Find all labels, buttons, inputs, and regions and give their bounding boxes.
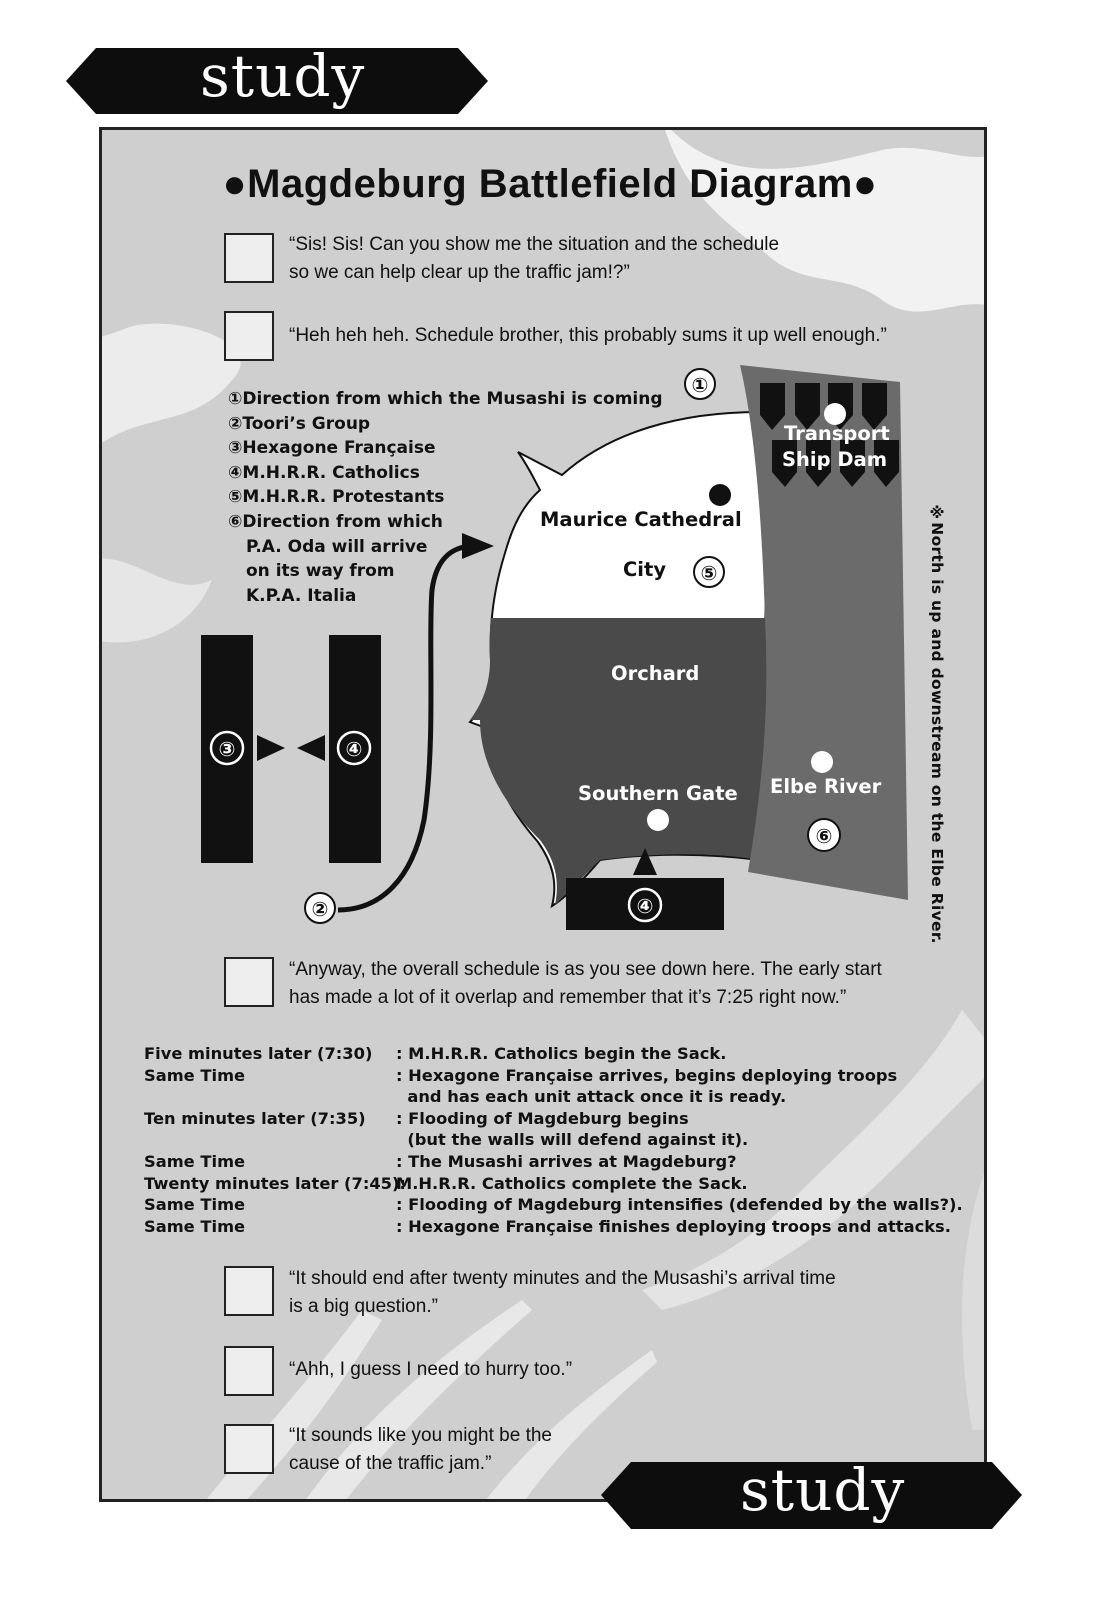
legend-item: ④M.H.R.R. Catholics	[228, 462, 420, 483]
footer-tab-label: study	[740, 1456, 906, 1524]
arrow-left-icon	[297, 735, 325, 761]
page-title: ●Magdeburg Battlefield Diagram●	[222, 162, 878, 206]
dialogue-line-2: “Heh heh heh. Schedule brother, this probably sums it up well enough.”	[289, 325, 887, 346]
marker-3: ③	[218, 737, 236, 761]
marker-4-bottom: ④	[636, 894, 654, 918]
cathedral-point	[709, 484, 731, 506]
marker-1: ①	[691, 373, 709, 397]
dialogue-line-4: “It should end after twenty minutes and the Musashi’s arrival time is a big question.”	[289, 1268, 836, 1317]
schedule-row: Five minutes later (7:30) : M.H.R.R. Catholics begin the Sack.	[144, 1044, 727, 1063]
schedule-row: Ten minutes later (7:35) : Flooding of Magdeburg begins (but the walls will defend against it).	[144, 1108, 749, 1150]
north-note: ※North is up and downstream on the Elbe River.	[928, 504, 946, 944]
schedule-row: Twenty minutes later (7:45): M.H.R.R. Catholics complete the Sack.	[144, 1173, 748, 1193]
dialogue-line-6: “It sounds like you might be the cause of the traffic jam.”	[289, 1425, 552, 1474]
label-orchard: Orchard	[611, 662, 700, 685]
schedule-list	[144, 1043, 963, 1237]
river-point	[811, 751, 833, 773]
schedule-row: Same Time : Hexagone Française finishes deploying troops and attacks.	[144, 1216, 951, 1236]
marker-2: ②	[311, 897, 329, 921]
southern-gate-point	[647, 809, 669, 831]
legend-item: ②Toori’s Group	[228, 413, 371, 434]
legend-item: ⑥Direction from which	[228, 511, 443, 532]
label-maurice-cathedral: Maurice Cathedral	[540, 508, 742, 531]
label-southern-gate: Southern Gate	[578, 782, 738, 805]
marker-5: ⑤	[700, 561, 718, 585]
label-city: City	[623, 558, 667, 581]
label-transport: Transport	[784, 422, 890, 445]
legend-item: ⑤M.H.R.R. Protestants	[228, 487, 445, 508]
arrow-head-icon	[462, 533, 494, 559]
legend-item: ③Hexagone Française	[228, 438, 436, 459]
marker-4-left: ④	[345, 737, 363, 761]
header-tab-label: study	[200, 42, 366, 110]
schedule-row: Same Time : Flooding of Magdeburg intensifies (defended by the walls?).	[144, 1195, 963, 1215]
label-ship-dam: Ship Dam	[782, 448, 888, 471]
orchard-area	[440, 618, 780, 918]
schedule-row: Same Time : Hexagone Française arrives, begins deploying troops and has each unit attack once it is ready.	[144, 1065, 898, 1107]
legend-item-continuation: P.A. Oda will arrive	[246, 536, 428, 557]
legend-item: ①Direction from which the Musashi is coming	[228, 389, 663, 409]
label-elbe-river: Elbe River	[770, 775, 882, 798]
dialogue-line-5: “Ahh, I guess I need to hurry too.”	[289, 1359, 573, 1380]
dialogue-line-1: “Sis! Sis! Can you show me the situation and the schedule so we can help clear up the traffic jam!?”	[289, 234, 780, 283]
legend-item-continuation: on its way from	[246, 561, 395, 582]
schedule-row: Same Time : The Musashi arrives at Magdeburg?	[144, 1151, 737, 1171]
legend-item-continuation: K.P.A. Italia	[246, 585, 357, 606]
dialogue-line-3: “Anyway, the overall schedule is as you see down here. The early start has made a lot of it overlap and remember that it’s 7:25 right now.”	[289, 959, 882, 1008]
arrow-right-icon	[257, 735, 285, 761]
marker-6: ⑥	[815, 824, 833, 848]
